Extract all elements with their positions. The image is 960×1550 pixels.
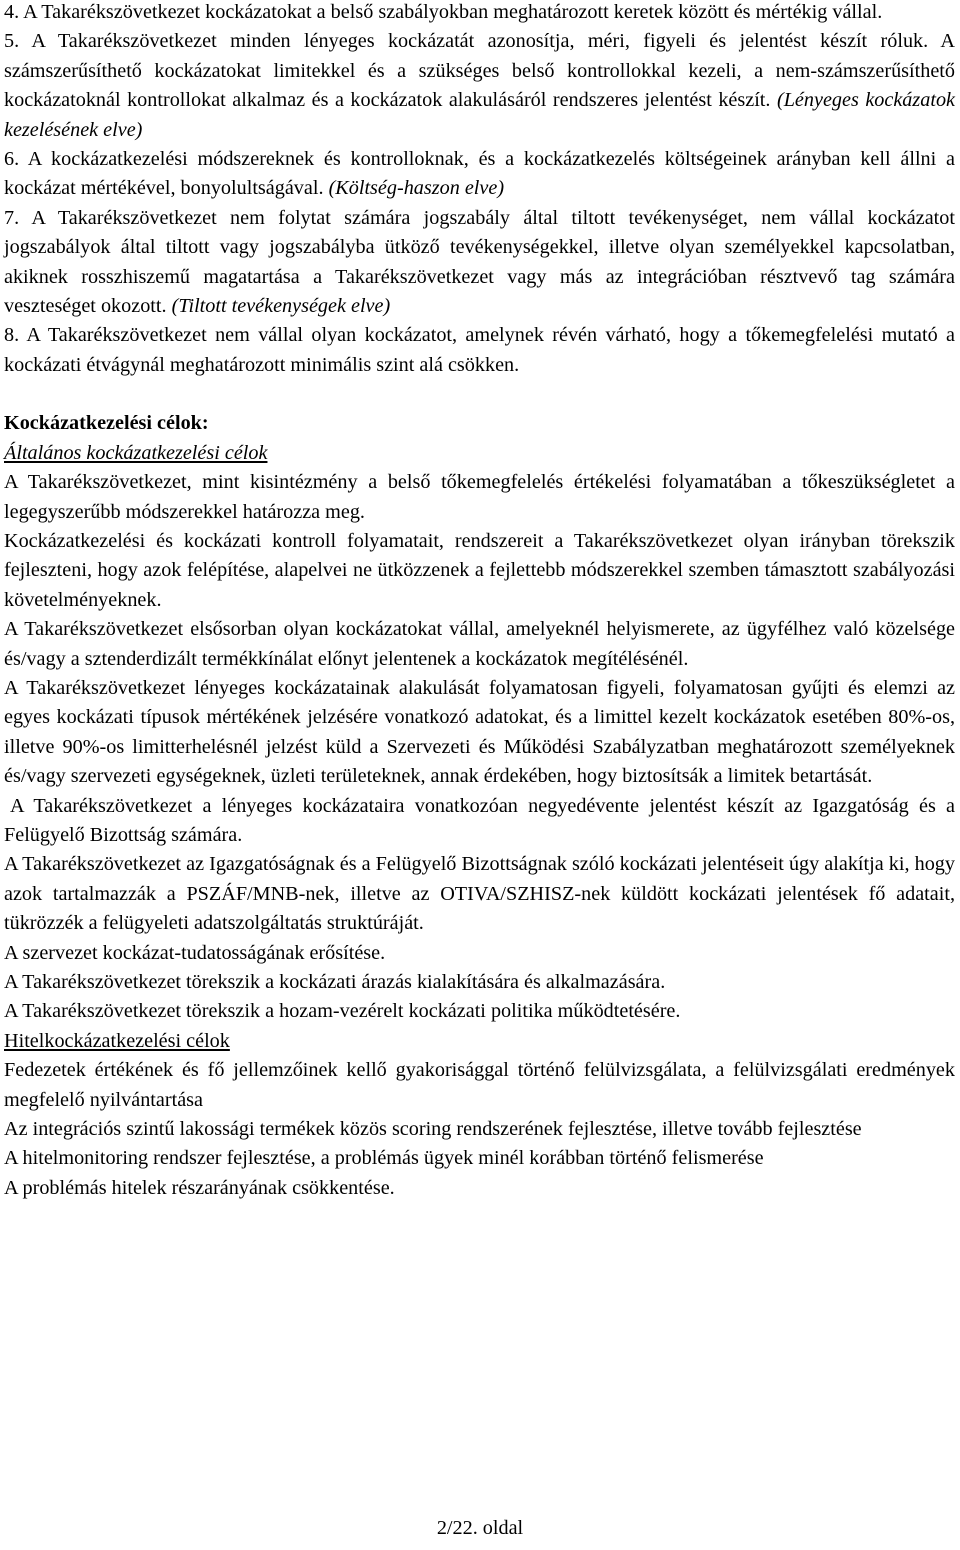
document-page xyxy=(4,0,955,1203)
general-paragraph: A Takarékszövetkezet elsősorban olyan kockázatokat vállal, amelyeknél helyismerete, az ügyfélhez való közelsége és/vagy a sztenderdizált termékkínálat előnyt jelentenek a kockázatok megítélésénél. xyxy=(4,618,955,670)
general-paragraph: A Takarékszövetkezet a lényeges kockázataira vonatkozóan negyedévente jelentést készít az Igazgatóság és a Felügyelő Bizottság számára. xyxy=(4,794,955,846)
principle-item-6 xyxy=(4,145,955,204)
principle-item-5 xyxy=(4,27,955,145)
credit-paragraph: Fedezetek értékének és fő jellemzőinek kellő gyakorisággal történő felülvizsgálata, a felülvizsgálati eredmények megfelelő nyilvántartása xyxy=(4,1059,955,1111)
general-paragraph: A Takarékszövetkezet törekszik a kockázati árazás kialakítására és alkalmazására. xyxy=(4,971,666,993)
item-number: 6. xyxy=(4,148,20,171)
principle-item-7 xyxy=(4,204,955,322)
principle-note: (Lényeges kockázatok kezelésének elve) xyxy=(4,89,956,141)
spacer xyxy=(4,380,955,409)
item-text: A Takarékszövetkezet kockázatokat a belső szabályokban meghatározott keretek között és mértékig vállal. xyxy=(23,1,883,23)
item-number: 5. xyxy=(4,30,20,53)
item-number: 4. xyxy=(4,1,20,23)
item-text: A Takarékszövetkezet minden lényeges kockázatát azonosítja, méri, figyeli és jelentést készít róluk. A számszerűsíthető kockázatokat limitekkel és a szükséges belső kontrollokkal kezeli, a nem-számszerűsíthető kockázatoknál kontrollokat alkalmaz és a kockázatok alakulásáról rendszeres jelentést készít. xyxy=(4,30,955,112)
credit-paragraph: A problémás hitelek részarányának csökkentése. xyxy=(4,1176,395,1199)
principle-note: (Tiltott tevékenységek elve) xyxy=(171,295,391,318)
section-heading: Kockázatkezelési célok: xyxy=(4,412,209,435)
item-number: 8. xyxy=(4,324,20,347)
principle-note: (Költség-haszon elve) xyxy=(328,177,505,200)
general-paragraph: A Takarékszövetkezet lényeges kockázatainak alakulását folyamatosan figyeli, folyamatosan gyűjti és elemzi az egyes kockázati típusok mértékének jelzésére vonatkozó adatokat, és a limittel kezelt kockázatok esetében 80%-os, illetve 90%-os limitterhelésnél jelzést küld a Szervezeti és Működési Szabályzatban meghatározott személyeknek és/vagy szervezeti egységeknek, üzleti területeknek, annak érdekében, hogy biztosítsák a limitek betartását. xyxy=(4,676,955,788)
principle-item-4 xyxy=(4,0,955,27)
general-paragraph: A szervezet kockázat-tudatosságának erősítése. xyxy=(4,941,386,964)
general-goals-title: Általános kockázatkezelési célok xyxy=(4,441,268,464)
general-paragraph: Kockázatkezelési és kockázati kontroll folyamatait, rendszereit a Takarékszövetkezet olyan irányban törekszik fejleszteni, hogy azok felépítése, alapelvei ne ütközzenek a fejlettebb módszerekkel szemben támasztott szabályozási követelményeknek. xyxy=(4,529,955,611)
credit-paragraph: Az integrációs szintű lakossági termékek közös scoring rendszerének fejlesztése, illetve tovább fejlesztése xyxy=(4,1118,862,1141)
general-paragraph: A Takarékszövetkezet az Igazgatóságnak és a Felügyelő Bizottságnak szóló kockázati jelentéseit úgy alakítja ki, hogy azok tartalmazzák a PSZÁF/MNB-nek, illetve az OTIVA/SZHISZ-nek küldött kockázati jelentések fő adatait, tükrözzék a felügyeleti adatszolgáltatás struktúráját. xyxy=(4,853,955,935)
credit-paragraph: A hitelmonitoring rendszer fejlesztése, a problémás ügyek minél korábban történő felismerése xyxy=(4,1147,764,1170)
general-paragraph: A Takarékszövetkezet törekszik a hozam-vezérelt kockázati politika működtetésére. xyxy=(4,1000,681,1023)
general-paragraph: A Takarékszövetkezet, mint kisintézmény a belső tőkemegfelelés értékelési folyamatában a tőkeszükségletet a legegyszerűbb módszerekkel határozza meg. xyxy=(4,471,955,523)
principle-item-8 xyxy=(4,321,955,380)
item-text: A Takarékszövetkezet nem folytat számára jogszabály által tiltott tevékenységet, nem vállal kockázatot jogszabályok által tiltott vagy jogszabályba ütköző tevékenységekkel, illetve olyan személyekkel kapcsolatban, akiknek rosszhiszemű magatartása a Takarékszövetkezet vagy más az integrációban résztvevő tag számára veszteséget okozott. xyxy=(4,206,955,318)
item-text: A kockázatkezelési módszereknek és kontrolloknak, és a kockázatkezelés költségeinek arányban kell állni a kockázat mértékével, bonyolultságával. xyxy=(4,148,955,200)
item-number: 7. xyxy=(4,206,20,229)
credit-goals-title: Hitelkockázatkezelési célok xyxy=(4,1029,230,1052)
page-number-footer: 2/22. oldal xyxy=(436,1517,524,1539)
item-text: A Takarékszövetkezet nem vállal olyan kockázatot, amelynek révén várható, hogy a tőkemegfelelési mutató a kockázati étvágynál meghatározott minimális szint alá csökken. xyxy=(4,324,955,376)
